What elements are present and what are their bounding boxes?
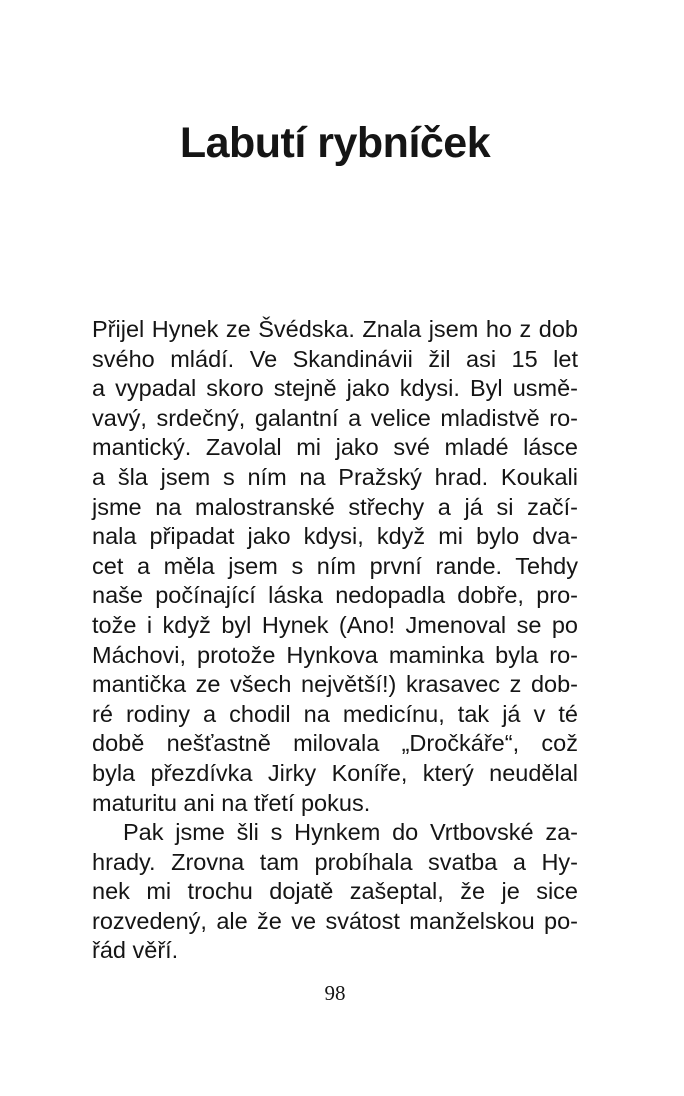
text-line: Pak jsme šli s Hynkem do Vrtbovské za- (123, 819, 578, 846)
text-line: cet a měla jsem s ním první rande. Tehdy (92, 552, 578, 579)
text-line: naše počínající láska nedopadla dobře, pro- (92, 582, 578, 609)
text-line: nala připadat jako kdysi, když mi bylo dva- (92, 523, 578, 550)
text-line: svého mládí. Ve Skandinávii žil asi 15 let (92, 345, 578, 372)
text-line: mantický. Zavolal mi jako své mladé lásce (92, 434, 578, 461)
text-line: a šla jsem s ním na Pražský hrad. Koukali (92, 463, 578, 490)
text-line: hrady. Zrovna tam probíhala svatba a Hy- (92, 848, 578, 875)
text-line: řád věří. (92, 937, 179, 964)
text-line: Máchovi, protože Hynkova maminka byla ro- (92, 641, 578, 668)
text-line: byla přezdívka Jirky Koníře, který neudělal (92, 759, 578, 786)
text-line: rozvedený, ale že ve svátost manželskou po- (92, 907, 578, 934)
body-text (92, 315, 578, 966)
text-line: tože i když byl Hynek (Ano! Jmenoval se po (92, 611, 578, 638)
text-line: maturitu ani na třetí pokus. (92, 789, 371, 816)
text-line: době nešťastně milovala „Dročkáře“, což (92, 730, 578, 757)
text-line: a vypadal skoro stejně jako kdysi. Byl usmě- (92, 375, 578, 402)
text-line: jsme na malostranské střechy a já si začí- (92, 493, 578, 520)
text-line: nek mi trochu dojatě zašeptal, že je sice (92, 878, 578, 905)
text-line: Přijel Hynek ze Švédska. Znala jsem ho z dob (92, 316, 578, 342)
text-line: vavý, srdečný, galantní a velice mladistvě ro- (92, 404, 578, 431)
page-title: Labutí rybníček (179, 119, 491, 167)
page-number: 98 (324, 981, 346, 1005)
text-line: ré rodiny a chodil na medicínu, tak já v té (92, 700, 578, 727)
text-line: mantička ze všech největší!) krasavec z dob- (92, 671, 578, 698)
